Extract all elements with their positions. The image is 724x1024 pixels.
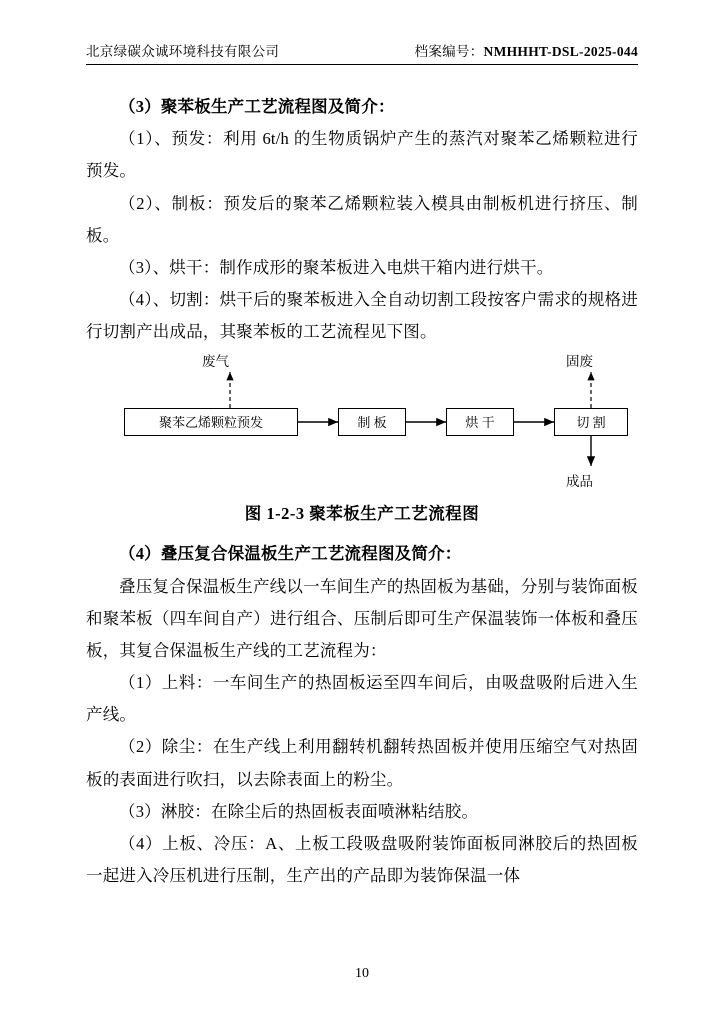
body-bottom [86,538,638,892]
process-node-boarding: 制 板 [338,408,406,436]
annotation-waste-gas: 废气 [202,354,229,370]
page-content [86,40,638,892]
page-header [86,40,638,65]
page-number: 10 [355,966,369,981]
header-archive [415,40,638,60]
process-flow-diagram [86,354,638,492]
paragraph-sub-4: （4）上板、冷压：A、上板工段吸盘吸附装饰面板同淋胶后的热固板一起进入冷压机进行压制，生产出的产品即为装饰保温一体 [86,833,638,886]
annotation-product: 成品 [566,474,593,490]
paragraph-heading-3: （3）聚苯板生产工艺流程图及简介： [119,97,395,116]
process-node-drying: 烘 干 [446,408,514,436]
paragraph-step-2: （2）、制板：预发后的聚苯乙烯颗粒装入模具由制板机进行挤压、制板。 [86,193,638,245]
annotation-solid-waste: 固废 [566,354,593,370]
header-company-name: 北京绿碳众诚环境科技有限公司 [86,44,280,59]
process-node-prefoam: 聚苯乙烯颗粒预发 [124,408,298,436]
paragraph-sub-1: （1）上料：一车间生产的热固板运至四车间后，由吸盘吸附后进入生产线。 [86,673,638,725]
paragraph-sub-3: （3）淋胶：在除尘后的热固板表面喷淋粘结胶。 [119,801,479,821]
paragraph-step-4: （4）、切割：烘干后的聚苯板进入全自动切割工段按客户需求的规格进行切割产出成品，其聚苯板的工艺流程见下图。 [86,290,638,342]
paragraph-step-1: （1）、预发：利用 6t/h 的生物质锅炉产生的蒸汽对聚苯乙烯颗粒进行预发。 [86,129,638,181]
paragraph-sub-2: （2）除尘：在生产线上利用翻转机翻转热固板并使用压缩空气对热固板的表面进行吹扫，以去除表面上的粉尘。 [86,737,638,789]
process-node-cutting: 切 割 [554,408,628,436]
archive-code: NMHHHT-DSL-2025-044 [483,44,638,59]
body-top [86,91,638,348]
paragraph-heading-4: （4）叠压复合保温板生产工艺流程图及简介： [119,544,462,564]
archive-label: 档案编号： [414,44,484,59]
paragraph-intro: 叠压复合保温板生产线以一车间生产的热固板为基础，分别与装饰面板和聚苯板（四车间自产）进行组合、压制后即可生产保温装饰一体板和叠压板，其复合保温板生产线的工艺流程为： [86,576,638,660]
paragraph-step-3: （3）、烘干：制作成形的聚苯板进入电烘干箱内进行烘干。 [119,257,554,277]
figure-caption: 图 1-2-3 聚苯板生产工艺流程图 [244,504,480,524]
